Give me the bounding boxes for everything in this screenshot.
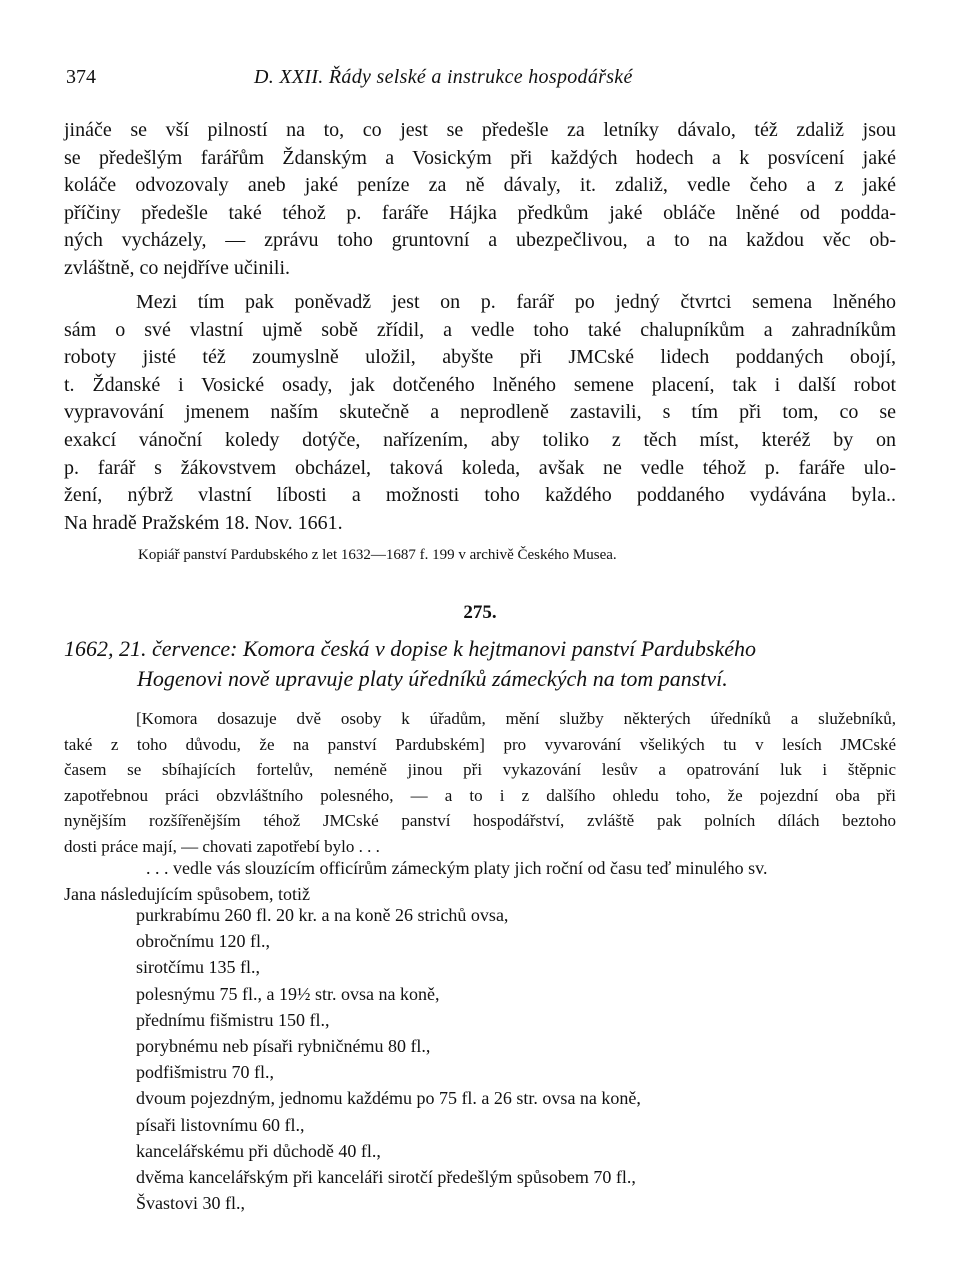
list-item: podfišmistru 70 fl.,	[136, 1062, 274, 1083]
salary-list	[136, 902, 896, 1216]
document-summary	[64, 706, 896, 859]
list-item: obročnímu 120 fl.,	[136, 931, 270, 952]
text-line: exakcí vánoční koledy dotýče, nařízením, aby toliko z těch míst, kteréž by on	[64, 428, 896, 451]
text-line: žení, nýbrž vlastní líbosti a možnosti toho každého poddaného vydávána byla..	[64, 484, 896, 507]
summary-line: také z toho důvodu, že na panství Pardubském] pro vyvarování všelikých tu v lesích JMCské	[64, 734, 896, 754]
list-item: písaři listovnímu 60 fl.,	[136, 1114, 305, 1135]
paragraph-2	[64, 289, 896, 537]
text-line: Mezi tím pak poněvadž jest on p. farář po jedný čtvrtci semena lněného	[136, 291, 896, 313]
text-line: sám o své vlastní ujmě sobě zřídil, a vedle toho také chalupníkům a zahradníkům	[64, 318, 896, 341]
text-line: t. Ždanské i Vosické osady, jak dotčeného lněného semene placení, tak i další robot	[64, 373, 896, 396]
list-item: porybnému neb písaři rybničnému 80 fl.,	[136, 1036, 431, 1057]
running-head: D. XXII. Řády selské a instrukce hospodářské	[254, 66, 633, 88]
source-note: Kopiář panství Pardubského z let 1632—1687 f. 199 v archivě Českého Musea.	[138, 547, 617, 563]
list-item: dvoum pojezdným, jednomu každému po 75 fl. a 26 str. ovsa na koně,	[136, 1088, 641, 1109]
text-line: Na hradě Pražském 18. Nov. 1661.	[64, 511, 343, 534]
summary-line: dosti práce mají, — chovati zapotřebí bylo . . .	[64, 836, 380, 856]
document-date: 1662, 21. července:	[64, 636, 238, 661]
list-item: přednímu fišmistru 150 fl.,	[136, 1009, 330, 1030]
document-number: 275.	[463, 602, 497, 623]
text-line: příčiny předešle také téhož p. faráře Hájka předkům jaké obláče lněné od podda-	[64, 201, 896, 224]
text-line: ných vycházely, — zprávu toho gruntovní a ubezpečlivou, a to na každou věc ob-	[64, 229, 896, 252]
document-excerpt	[64, 855, 896, 907]
list-item: polesnýmu 75 fl., a 19½ str. ovsa na koně,	[136, 983, 440, 1004]
summary-line: nynějším rozšířenějším téhož JMCské panství hospodářství, zvláště pak polních dílách beztoho	[64, 811, 896, 830]
summary-line: zapotřebnou práci obzvláštního polesného, — a to i z dalšího ohledu toho, že pojezdní oba při	[64, 785, 896, 805]
paragraph-1	[64, 117, 896, 283]
text-line: koláče odvozovaly aneb jaké peníze za ně dávaly, it. zdaliž, vedle čeho a z jaké	[64, 174, 896, 197]
list-item: Švastovi 30 fl.,	[136, 1193, 246, 1214]
list-item: sirotčímu 135 fl.,	[136, 957, 260, 978]
text-line: se předešlým farářům Ždanským a Vosickým při každých hodech a k posvícení jaké	[64, 146, 896, 169]
list-item: kancelářskému při důchodě 40 fl.,	[136, 1140, 381, 1161]
text-line: jináče se vší pilností na to, co jest se předešle za letníky dávalo, též zdaliž jsou	[64, 119, 896, 141]
text-line: roboty jisté též zoumyslně uložil, abyšte při JMCské lidech poddaných obojí,	[64, 346, 896, 369]
heading-line-2: Hogenovi nově upravuje platy úředníků zámeckých na tom panství.	[137, 666, 728, 691]
text-line: zvláštně, co nejdříve učinili.	[64, 256, 291, 279]
page-number: 374	[66, 66, 96, 88]
heading-line-1: Komora česká v dopise k hejtmanovi panství Pardubského	[242, 636, 757, 661]
document-heading	[64, 634, 896, 694]
list-item: purkrabímu 260 fl. 20 kr. a na koně 26 strichů ovsa,	[136, 905, 509, 925]
text-line: vypravování jmenem naším skutečně a neprodleně zastavili, s tím při tom, co se	[64, 401, 896, 424]
text-line: p. farář s žákovstvem obcházel, taková koleda, avšak ne vedle téhož p. faráře ulo-	[64, 456, 896, 479]
page-header	[66, 66, 894, 96]
excerpt-line: Jana následujícím spůsobem, totiž	[64, 884, 310, 904]
list-item: dvěma kancelářským při kanceláři sirotčí předešlým spůsobem 70 fl.,	[136, 1167, 636, 1188]
summary-line: časem se sbíhajících fortelův, neméně jinou při vykazování lesův a opatrování luk i štěpnic	[64, 760, 896, 779]
excerpt-line: . . . vedle vás slouzícím officírům zámeckým platy jich roční od času teď minulého sv.	[146, 858, 768, 878]
summary-line: [Komora dosazuje dvě osoby k úřadům, mění služby některých úředníků a služebníků,	[136, 709, 896, 728]
